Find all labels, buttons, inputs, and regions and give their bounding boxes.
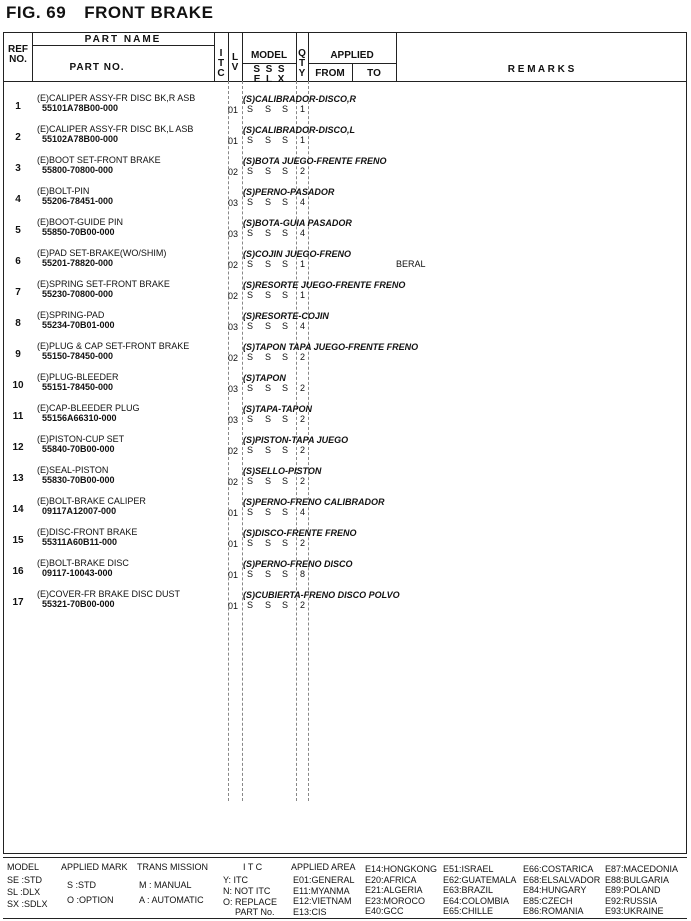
ref-no: 17 (12, 597, 24, 608)
table-row (4, 248, 686, 279)
part-number: 55234-70B01-000 (42, 320, 115, 330)
itc-code: 02 (228, 446, 239, 456)
model-mark: S (265, 197, 272, 207)
itc-code: 01 (228, 136, 239, 146)
model-mark: S (282, 197, 289, 207)
model-mark: S (247, 352, 254, 362)
to-header: TO (367, 68, 381, 79)
part-number: 55156A66310-000 (42, 413, 117, 423)
part-name-header: PART NAME (84, 34, 162, 45)
table-row (4, 155, 686, 186)
legend-area: E66:COSTARICA (523, 864, 594, 874)
table-row (4, 403, 686, 434)
part-name-english: (E)SEAL-PISTON (37, 465, 109, 475)
ref-no: 12 (12, 442, 24, 453)
legend-area: E20:AFRICA (365, 874, 417, 885)
part-name-spanish: (S)BOTA-GUIA PASADOR (243, 218, 352, 228)
model-mark: S (247, 476, 254, 486)
ref-no: 8 (15, 318, 21, 329)
model-mark: S (265, 507, 272, 517)
part-name-spanish: (S)PERNO-FRENO CALIBRADOR (243, 497, 385, 507)
quantity: 4 (300, 228, 306, 238)
lv-header: L V (231, 52, 239, 73)
model-mark: S (265, 352, 272, 362)
part-number: 09117-10043-000 (42, 568, 113, 578)
legend-model: SE :STD (7, 875, 43, 885)
itc-code: 03 (228, 384, 239, 394)
figure-title (6, 3, 213, 23)
model-mark: S (247, 569, 254, 579)
quantity: 4 (300, 321, 306, 331)
model-mark: S (282, 352, 289, 362)
legend-area-title: APPLIED AREA (291, 862, 356, 872)
legend-itc-title: I T C (243, 862, 263, 872)
part-name-english: (E)PLUG-BLEEDER (37, 372, 119, 382)
part-number: 55800-70800-000 (42, 165, 114, 175)
part-name-english: (E)BOLT-BRAKE CALIPER (37, 496, 146, 506)
model-mark: S (282, 228, 289, 238)
model-mark: S (265, 135, 272, 145)
part-name-english: (E)COVER-FR BRAKE DISC DUST (37, 589, 181, 599)
legend (3, 857, 687, 919)
model-mark: S (282, 445, 289, 455)
model-mark: S (265, 538, 272, 548)
model-mark: S (282, 569, 289, 579)
legend-area: E84:HUNGARY (523, 885, 587, 895)
table-row (4, 434, 686, 465)
part-name-spanish: (S)CUBIERTA-FRENO DISCO POLVO (243, 590, 400, 600)
model-mark: S (282, 259, 289, 269)
ref-no: 16 (12, 566, 24, 577)
ref-no: 3 (15, 163, 21, 174)
legend-area: E62:GUATEMALA (443, 874, 517, 885)
model-mark: S (265, 259, 272, 269)
legend-itc: Y: ITC (223, 875, 249, 885)
model-mark: S (282, 507, 289, 517)
legend-area: E85:CZECH (523, 895, 573, 906)
parts-table (3, 32, 687, 854)
quantity: 2 (300, 166, 306, 176)
table-row (4, 124, 686, 155)
model-mark: S (265, 383, 272, 393)
figure-number: FIG. 69 (6, 3, 67, 22)
legend-applied-mark: S :STD (67, 880, 97, 890)
part-name-english: (E)PAD SET-BRAKE(WO/SHIM) (37, 248, 167, 258)
legend-area: E12:VIETNAM (293, 896, 352, 906)
model-mark: S (265, 228, 272, 238)
model-mark: S (265, 414, 272, 424)
legend-applied-mark-title: APPLIED MARK (61, 862, 128, 872)
part-number: 55201-78820-000 (42, 258, 114, 268)
table-row (4, 93, 686, 124)
legend-area: E92:RUSSIA (605, 895, 658, 906)
table-row (4, 496, 686, 527)
part-number: 55321-70B00-000 (42, 599, 115, 609)
itc-code: 03 (228, 198, 239, 208)
part-name-english: (E)SPRING-PAD (37, 310, 105, 320)
part-name-spanish: (S)CALIBRADOR-DISCO,L (243, 125, 355, 135)
ref-no: 15 (12, 535, 24, 546)
itc-code: 03 (228, 415, 239, 425)
model-mark: S (247, 445, 254, 455)
qty-header: Q T Y (298, 48, 306, 79)
part-number: 55150-78450-000 (42, 351, 114, 361)
figure-name: FRONT BRAKE (84, 3, 214, 22)
legend-area: E86:ROMANIA (523, 906, 584, 916)
model-mark: S (282, 104, 289, 114)
part-number: 55230-70800-000 (42, 289, 114, 299)
applied-header: APPLIED (330, 50, 374, 61)
ref-no: 13 (12, 473, 24, 484)
legend-area: E11:MYANMA (293, 885, 350, 896)
part-name-english: (E)CALIPER ASSY-FR DISC BK,R ASB (37, 93, 196, 103)
model-mark: S (282, 600, 289, 610)
legend-area: E68:ELSALVADOR (523, 874, 601, 885)
legend-trans: A : AUTOMATIC (139, 895, 204, 905)
legend-area: E88:BULGARIA (605, 874, 670, 885)
part-name-english: (E)CAP-BLEEDER PLUG (37, 403, 140, 413)
part-name-spanish: (S)RESORTE JUEGO-FRENTE FRENO (243, 280, 406, 290)
model-mark: S (247, 166, 254, 176)
model-mark: S (265, 166, 272, 176)
part-name-english: (E)BOOT-GUIDE PIN (37, 217, 124, 227)
part-number: 55101A78B00-000 (42, 103, 119, 113)
quantity: 2 (300, 476, 306, 486)
quantity: 2 (300, 538, 306, 548)
model-header: MODEL (250, 50, 288, 61)
table-row (4, 558, 686, 589)
part-name-spanish: (S)PISTON-TAPA JUEGO (243, 435, 349, 445)
part-name-spanish: (S)CALIBRADOR-DISCO,R (243, 94, 356, 104)
part-number: 55840-70B00-000 (42, 444, 115, 454)
legend-area: E21:ALGERIA (365, 885, 423, 895)
header-bottom-line (4, 81, 686, 82)
legend-area: E23:MOROCO (365, 895, 426, 906)
part-name-english: (E)SPRING SET-FRONT BRAKE (37, 279, 170, 289)
itc-header: I T C (217, 48, 225, 79)
legend-area: E14:HONGKONG (365, 864, 438, 874)
model-mark: S (265, 290, 272, 300)
part-name-english: (E)DISC-FRONT BRAKE (37, 527, 138, 537)
model-mark: S (265, 476, 272, 486)
quantity: 1 (300, 259, 306, 269)
model-mark: S (247, 321, 254, 331)
legend-itc: PART No. (235, 907, 275, 917)
model-mark: S (247, 228, 254, 238)
part-name-spanish: (S)COJIN JUEGO-FRENO (243, 249, 352, 259)
ref-no: 10 (12, 380, 24, 391)
legend-area: E63:BRAZIL (443, 885, 494, 895)
remark: BERAL (396, 259, 426, 269)
itc-code: 02 (228, 260, 239, 270)
part-name-spanish: (S)TAPON TAPA JUEGO-FRENTE FRENO (243, 342, 419, 352)
ref-no: 4 (15, 194, 21, 205)
legend-area: E51:ISRAEL (443, 864, 494, 874)
part-name-spanish: (S)DISCO-FRENTE FRENO (243, 528, 357, 538)
remarks-header: R E M A R K S (507, 64, 575, 75)
table-row (4, 279, 686, 310)
part-name-english: (E)PLUG & CAP SET-FRONT BRAKE (37, 341, 190, 351)
model-mark: S (282, 321, 289, 331)
table-row (4, 465, 686, 496)
legend-area: E01:GENERAL (293, 875, 355, 885)
part-name-spanish: (S)TAPA-TAPON (243, 404, 312, 414)
quantity: 8 (300, 569, 306, 579)
part-number: 55830-70B00-000 (42, 475, 115, 485)
model-mark: S (265, 569, 272, 579)
quantity: 4 (300, 507, 306, 517)
ref-no: 14 (12, 504, 24, 515)
itc-code: 03 (228, 322, 239, 332)
model-mark: S (282, 383, 289, 393)
part-no-header: PART NO. (69, 62, 125, 73)
model-mark: S (247, 538, 254, 548)
ref-no: 11 (12, 411, 24, 422)
model-mark: S (265, 104, 272, 114)
legend-area: E89:POLAND (605, 885, 661, 895)
model-mark: S (247, 414, 254, 424)
itc-code: 02 (228, 477, 239, 487)
model-mark: S (282, 476, 289, 486)
legend-area: E93:UKRAINE (605, 906, 664, 916)
part-name-spanish: (S)PERNO-PASADOR (243, 187, 335, 197)
legend-applied-mark: O :OPTION (67, 895, 114, 905)
itc-code: 03 (228, 229, 239, 239)
part-number: 09117A12007-000 (42, 506, 117, 516)
model-mark: S (265, 600, 272, 610)
table-row (4, 527, 686, 558)
model-codes: S S S E L X (253, 64, 285, 85)
table-row (4, 186, 686, 217)
itc-code: 02 (228, 353, 239, 363)
quantity: 4 (300, 197, 306, 207)
part-name-english: (E)BOLT-PIN (37, 186, 90, 196)
ref-no: 2 (15, 132, 21, 143)
quantity: 2 (300, 600, 306, 610)
part-name-spanish: (S)TAPON (243, 373, 286, 383)
model-mark: S (282, 290, 289, 300)
model-mark: S (265, 321, 272, 331)
part-number: 55102A78B00-000 (42, 134, 119, 144)
part-name-spanish: (S)BOTA JUEGO-FRENTE FRENO (243, 156, 387, 166)
legend-area: E87:MACEDONIA (605, 864, 679, 874)
ref-no: 7 (15, 287, 21, 298)
quantity: 1 (300, 104, 306, 114)
model-mark: S (282, 414, 289, 424)
model-mark: S (247, 290, 254, 300)
legend-itc: N: NOT ITC (223, 886, 271, 896)
legend-area: E64:COLOMBIA (443, 895, 510, 906)
part-name-english: (E)BOOT SET-FRONT BRAKE (37, 155, 161, 165)
ref-header: REF NO. (8, 44, 28, 65)
part-name-spanish: (S)RESORTE-COJIN (243, 311, 329, 321)
part-name-english: (E)BOLT-BRAKE DISC (37, 558, 129, 568)
table-row (4, 217, 686, 248)
quantity: 2 (300, 445, 306, 455)
legend-itc: O: REPLACE (223, 897, 278, 907)
itc-code: 01 (228, 508, 239, 518)
legend-model: SL :DLX (7, 887, 41, 897)
part-name-spanish: (S)PERNO-FRENO DISCO (243, 559, 353, 569)
part-number: 55151-78450-000 (42, 382, 114, 392)
model-mark: S (247, 104, 254, 114)
quantity: 2 (300, 383, 306, 393)
itc-code: 01 (228, 539, 239, 549)
itc-code: 01 (228, 570, 239, 580)
quantity: 1 (300, 290, 306, 300)
table-row (4, 372, 686, 403)
legend-area: E40:GCC (365, 906, 404, 916)
model-mark: S (282, 538, 289, 548)
model-mark: S (247, 259, 254, 269)
part-name-english: (E)CALIPER ASSY-FR DISC BK,L ASB (37, 124, 194, 134)
table-row (4, 310, 686, 341)
ref-no: 5 (15, 225, 21, 236)
quantity: 2 (300, 414, 306, 424)
table-row (4, 589, 686, 620)
ref-no: 9 (15, 349, 21, 360)
part-number: 55850-70B00-000 (42, 227, 115, 237)
model-mark: S (247, 507, 254, 517)
legend-model: SX :SDLX (7, 899, 48, 909)
model-mark: S (247, 135, 254, 145)
part-name-english: (E)PISTON-CUP SET (37, 434, 125, 444)
from-header: FROM (315, 68, 345, 79)
model-mark: S (282, 135, 289, 145)
model-mark: S (247, 600, 254, 610)
itc-code: 02 (228, 167, 239, 177)
legend-trans: M : MANUAL (139, 880, 192, 890)
model-mark: S (265, 445, 272, 455)
model-mark: S (247, 197, 254, 207)
ref-no: 6 (15, 256, 21, 267)
part-number: 55311A60B11-000 (42, 537, 118, 547)
part-name-spanish: (S)SELLO-PISTON (243, 466, 322, 476)
quantity: 1 (300, 135, 306, 145)
legend-trans-title: TRANS MISSION (137, 862, 209, 872)
itc-code: 01 (228, 601, 239, 611)
itc-code: 02 (228, 291, 239, 301)
part-number: 55206-78451-000 (42, 196, 114, 206)
table-row (4, 341, 686, 372)
part-name-line (32, 45, 214, 46)
quantity: 2 (300, 352, 306, 362)
legend-area: E13:CIS (293, 906, 327, 917)
itc-code: 01 (228, 105, 239, 115)
ref-no: 1 (15, 101, 21, 112)
legend-area: E65:CHILLE (443, 906, 494, 916)
legend-model-title: MODEL (7, 862, 40, 872)
model-mark: S (247, 383, 254, 393)
model-mark: S (282, 166, 289, 176)
